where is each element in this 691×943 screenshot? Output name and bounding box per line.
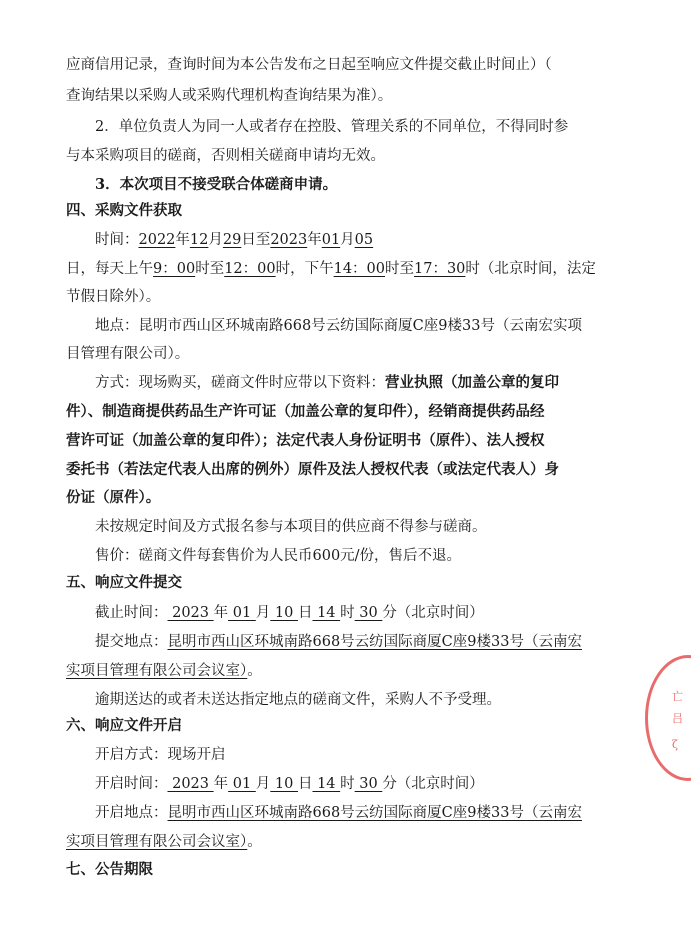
year: 2023 <box>270 232 308 248</box>
text-line: 目管理有限公司）。 <box>66 346 190 362</box>
unit: 月 <box>255 776 271 792</box>
value: 01 <box>228 605 256 621</box>
open-loc-line <box>95 803 691 823</box>
time: 14：00 <box>333 261 385 277</box>
text: 时至 <box>195 261 225 277</box>
open-time-line <box>95 774 691 794</box>
value: 30 <box>354 605 383 621</box>
method-line <box>95 373 691 393</box>
unit: 时 <box>340 776 355 792</box>
stamp-mark: 吕 <box>672 712 683 725</box>
time: 9：00 <box>153 261 196 277</box>
time: 12：00 <box>224 261 276 277</box>
text-line: 售价：磋商文件每套售价为人民币600元/份，售后不退。 <box>95 548 462 564</box>
text-line: 地点：昆明市西山区环城南路668号云纺国际商厦C座9楼33号（云南宏实项 <box>95 318 582 334</box>
section-heading: 七、公告期限 <box>66 861 153 878</box>
unit: 日 <box>297 605 313 621</box>
method-line: 件）、制造商提供药品生产许可证（加盖公章的复印件），经销商提供药品经 <box>66 403 545 420</box>
text: 时至 <box>385 261 414 277</box>
unit: 日至 <box>241 232 271 248</box>
value: 01 <box>228 776 256 792</box>
unit: 月 <box>255 605 271 621</box>
text-line: 与本采购项目的磋商，否则相关磋商申请均无效。 <box>66 148 385 164</box>
address: 昆明市西山区环城南路668号云纺国际商厦C座9楼33号（云南宏 <box>167 634 582 650</box>
unit: 月 <box>208 232 223 248</box>
unit: 日 <box>297 776 313 792</box>
text-line: 节假日除外）。 <box>66 289 161 305</box>
label: 时间： <box>95 232 139 248</box>
value: 14 <box>312 605 341 621</box>
address: 实项目管理有限公司会议室） <box>66 663 248 679</box>
text: 时，下午 <box>275 261 334 277</box>
text-line: 开启方式：现场开启 <box>95 747 226 763</box>
open-loc-line-2 <box>66 832 691 852</box>
punct: 。 <box>247 834 262 850</box>
value: 14 <box>312 776 341 792</box>
time: 17：30 <box>414 261 466 277</box>
text-line: 3．本次项目不接受联合体磋商申请。 <box>95 176 338 193</box>
punct: 。 <box>247 663 262 679</box>
section-heading: 四、采购文件获取 <box>66 202 182 219</box>
unit: 年 <box>307 232 322 248</box>
year: 2022 <box>138 232 176 248</box>
label: 提交地点： <box>95 634 168 650</box>
value: 10 <box>270 605 298 621</box>
submit-line-2 <box>66 661 691 681</box>
unit: 年 <box>175 232 190 248</box>
unit: 年 <box>213 776 229 792</box>
deadline-line <box>95 603 691 623</box>
text-line: 2．单位负责人为同一人或者存在控股、管理关系的不同单位，不得同时参 <box>95 119 569 135</box>
method-line: 营许可证（加盖公章的复印件）；法定代表人身份证明书（原件）、法人授权 <box>66 432 545 449</box>
unit: 分（北京时间） <box>382 776 484 792</box>
value: 10 <box>270 776 298 792</box>
text-line: 未按规定时间及方式报名参与本项目的供应商不得参与磋商。 <box>95 519 487 535</box>
submit-line <box>95 632 691 652</box>
text: 日，每天上午 <box>66 261 153 277</box>
label: 开启时间： <box>95 776 168 792</box>
value: 2023 <box>167 776 214 792</box>
address: 昆明市西山区环城南路668号云纺国际商厦C座9楼33号（云南宏 <box>167 805 582 821</box>
value: 30 <box>354 776 383 792</box>
value: 2023 <box>167 605 214 621</box>
text: 方式：现场购买，磋商文件时应带以下资料： <box>95 375 385 391</box>
unit: 时 <box>340 605 355 621</box>
text-line: 逾期送达的或者未送达指定地点的磋商文件，采购人不予受理。 <box>95 692 501 708</box>
unit: 年 <box>213 605 229 621</box>
label: 开启地点： <box>95 805 168 821</box>
method-line: 委托书（若法定代表人出席的例外）原件及法人授权代表（或法定代表人）身 <box>66 461 559 478</box>
time-line <box>95 230 691 250</box>
day: 29 <box>222 232 242 248</box>
unit: 分（北京时间） <box>382 605 484 621</box>
section-heading: 六、响应文件开启 <box>66 717 182 734</box>
stamp-mark: 亡 <box>672 690 683 703</box>
text: 时（北京时间，法定 <box>465 261 596 277</box>
month: 12 <box>189 232 209 248</box>
text-bold: 营业执照（加盖公章的复印 <box>385 374 559 391</box>
unit: 月 <box>340 232 355 248</box>
time-line-2 <box>66 259 691 279</box>
method-line: 份证（原件）。 <box>66 489 161 506</box>
section-heading: 五、响应文件提交 <box>66 574 182 591</box>
text-line: 查询结果以采购人或采购代理机构查询结果为准）。 <box>66 88 393 104</box>
stamp-mark: ζ <box>672 738 678 751</box>
month: 01 <box>321 232 341 248</box>
day: 05 <box>354 232 374 248</box>
label: 截止时间： <box>95 605 168 621</box>
address: 实项目管理有限公司会议室） <box>66 834 248 850</box>
text-line: 应商信用记录，查询时间为本公告发布之日起至响应文件提交截止时间止）（ <box>66 57 552 73</box>
